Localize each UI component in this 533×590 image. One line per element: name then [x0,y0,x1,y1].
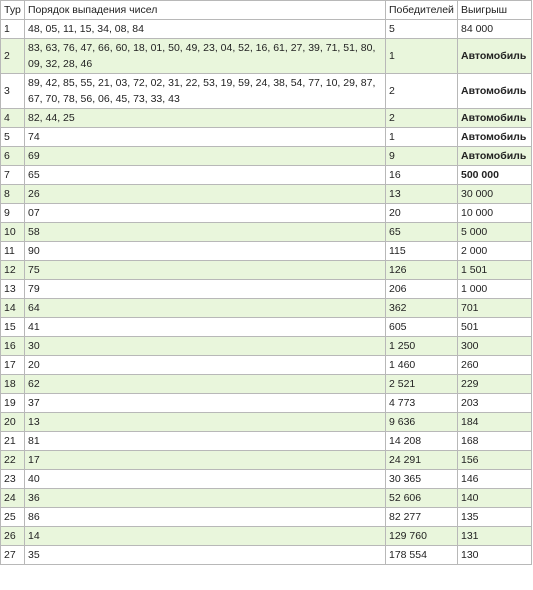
table-row [1,280,532,299]
table-row [1,318,532,337]
cell-numbers: 07 [25,204,386,223]
cell-numbers: 65 [25,166,386,185]
cell-prize: Автомобиль [458,74,532,109]
table-row [1,451,532,470]
cell-tour: 16 [1,337,25,356]
cell-tour: 22 [1,451,25,470]
cell-prize: Автомобиль [458,128,532,147]
cell-winners: 14 208 [386,432,458,451]
table-row [1,489,532,508]
cell-numbers: 62 [25,375,386,394]
cell-numbers: 14 [25,527,386,546]
table-row [1,508,532,527]
cell-tour: 19 [1,394,25,413]
header-winners: Победителей [386,1,458,20]
cell-prize: 135 [458,508,532,527]
table-row [1,166,532,185]
cell-numbers: 20 [25,356,386,375]
cell-winners: 65 [386,223,458,242]
cell-winners: 129 760 [386,527,458,546]
cell-winners: 1 [386,128,458,147]
table-row [1,527,532,546]
cell-prize: 203 [458,394,532,413]
table-row [1,261,532,280]
cell-prize: Автомобиль [458,39,532,74]
cell-winners: 206 [386,280,458,299]
table-row [1,223,532,242]
cell-numbers: 86 [25,508,386,527]
cell-prize: 184 [458,413,532,432]
cell-numbers: 36 [25,489,386,508]
cell-prize: 156 [458,451,532,470]
cell-prize: 84 000 [458,20,532,39]
cell-prize: 701 [458,299,532,318]
cell-tour: 4 [1,109,25,128]
cell-winners: 1 250 [386,337,458,356]
cell-tour: 7 [1,166,25,185]
cell-numbers: 37 [25,394,386,413]
cell-numbers: 90 [25,242,386,261]
cell-prize: 1 000 [458,280,532,299]
cell-winners: 52 606 [386,489,458,508]
cell-numbers: 58 [25,223,386,242]
table-row [1,413,532,432]
table-row [1,74,532,109]
cell-tour: 15 [1,318,25,337]
table-row [1,337,532,356]
cell-prize: 140 [458,489,532,508]
cell-tour: 27 [1,546,25,565]
table-row [1,394,532,413]
cell-prize: Автомобиль [458,109,532,128]
cell-prize: 168 [458,432,532,451]
cell-winners: 605 [386,318,458,337]
table-header-row [1,1,532,20]
cell-numbers: 30 [25,337,386,356]
cell-tour: 14 [1,299,25,318]
cell-prize: 146 [458,470,532,489]
table-row [1,128,532,147]
cell-prize: 131 [458,527,532,546]
cell-numbers: 48, 05, 11, 15, 34, 08, 84 [25,20,386,39]
cell-winners: 2 [386,74,458,109]
table-row [1,546,532,565]
cell-tour: 6 [1,147,25,166]
cell-numbers: 17 [25,451,386,470]
cell-tour: 18 [1,375,25,394]
cell-prize: Автомобиль [458,147,532,166]
cell-winners: 24 291 [386,451,458,470]
cell-winners: 82 277 [386,508,458,527]
cell-tour: 26 [1,527,25,546]
cell-numbers: 40 [25,470,386,489]
cell-tour: 2 [1,39,25,74]
cell-tour: 23 [1,470,25,489]
cell-winners: 13 [386,185,458,204]
table-row [1,185,532,204]
table-row [1,109,532,128]
cell-winners: 9 636 [386,413,458,432]
header-tour: Тур [1,1,25,20]
cell-winners: 4 773 [386,394,458,413]
table-row [1,356,532,375]
cell-tour: 25 [1,508,25,527]
cell-tour: 1 [1,20,25,39]
cell-numbers: 74 [25,128,386,147]
cell-prize: 1 501 [458,261,532,280]
cell-prize: 229 [458,375,532,394]
cell-winners: 126 [386,261,458,280]
cell-tour: 8 [1,185,25,204]
cell-numbers: 75 [25,261,386,280]
cell-prize: 260 [458,356,532,375]
cell-numbers: 41 [25,318,386,337]
cell-prize: 501 [458,318,532,337]
table-body [1,20,532,565]
cell-prize: 500 000 [458,166,532,185]
cell-numbers: 35 [25,546,386,565]
cell-tour: 11 [1,242,25,261]
header-prize: Выигрыш [458,1,532,20]
cell-tour: 20 [1,413,25,432]
cell-winners: 16 [386,166,458,185]
cell-numbers: 79 [25,280,386,299]
cell-tour: 10 [1,223,25,242]
cell-prize: 5 000 [458,223,532,242]
header-numbers: Порядок выпадения чисел [25,1,386,20]
cell-winners: 9 [386,147,458,166]
cell-tour: 3 [1,74,25,109]
cell-tour: 5 [1,128,25,147]
cell-winners: 2 [386,109,458,128]
table-row [1,39,532,74]
cell-prize: 30 000 [458,185,532,204]
cell-winners: 362 [386,299,458,318]
table-row [1,20,532,39]
cell-prize: 10 000 [458,204,532,223]
table-row [1,147,532,166]
cell-numbers: 89, 42, 85, 55, 21, 03, 72, 02, 31, 22, 53, 19, 59, 24, 38, 54, 77, 10, 29, 87, 67, 70, 78, 56, 06, 45, 73, 33, 43 [25,74,386,109]
cell-prize: 300 [458,337,532,356]
cell-numbers: 83, 63, 76, 47, 66, 60, 18, 01, 50, 49, 23, 04, 52, 16, 61, 27, 39, 71, 51, 80, 09, 32, 28, 46 [25,39,386,74]
cell-winners: 2 521 [386,375,458,394]
table-row [1,375,532,394]
table-row [1,242,532,261]
cell-winners: 5 [386,20,458,39]
cell-winners: 178 554 [386,546,458,565]
table-row [1,299,532,318]
cell-tour: 21 [1,432,25,451]
cell-tour: 24 [1,489,25,508]
cell-tour: 13 [1,280,25,299]
table-row [1,470,532,489]
cell-winners: 1 460 [386,356,458,375]
table-row [1,432,532,451]
cell-winners: 30 365 [386,470,458,489]
table-row [1,204,532,223]
cell-winners: 20 [386,204,458,223]
cell-numbers: 69 [25,147,386,166]
cell-prize: 130 [458,546,532,565]
cell-tour: 12 [1,261,25,280]
cell-winners: 115 [386,242,458,261]
cell-numbers: 82, 44, 25 [25,109,386,128]
cell-numbers: 64 [25,299,386,318]
cell-prize: 2 000 [458,242,532,261]
cell-numbers: 13 [25,413,386,432]
cell-tour: 9 [1,204,25,223]
cell-tour: 17 [1,356,25,375]
cell-numbers: 81 [25,432,386,451]
cell-winners: 1 [386,39,458,74]
cell-numbers: 26 [25,185,386,204]
